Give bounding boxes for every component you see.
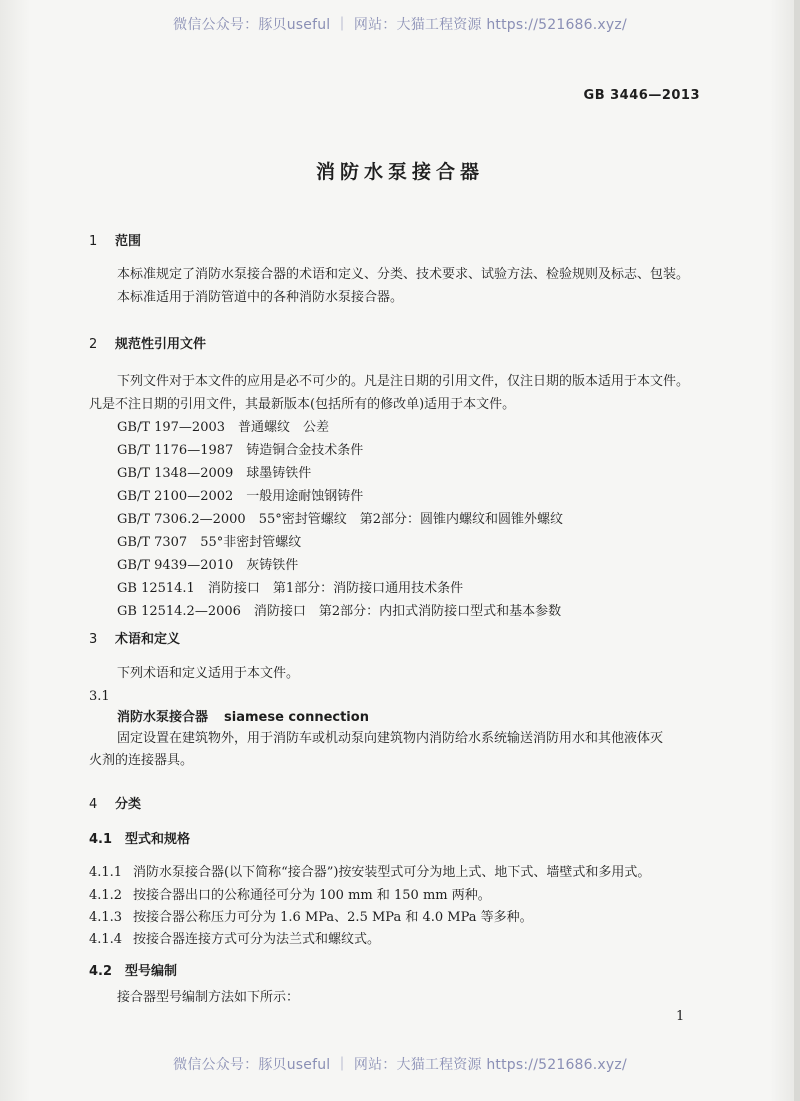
clause bbox=[89, 861, 650, 880]
subsection-title: 型式和规格 bbox=[125, 832, 191, 847]
reference-item: GB/T 7306.2—2000 55°密封管螺纹 第2部分：圆锥内螺纹和圆锥外螺纹 bbox=[117, 512, 564, 527]
clause-number: 4.1.1 bbox=[89, 865, 123, 880]
paragraph: 本标准适用于消防管道中的各种消防水泵接合器。 bbox=[117, 290, 404, 305]
term-chinese: 消防水泵接合器 bbox=[117, 710, 209, 725]
paragraph: 本标准规定了消防水泵接合器的术语和定义、分类、技术要求、试验方法、检验规则及标志、包装。 bbox=[117, 267, 690, 282]
section-number: 4 bbox=[89, 797, 98, 812]
clause-number: 4.1.2 bbox=[89, 888, 123, 903]
reference-item: GB/T 197—2003 普通螺纹 公差 bbox=[117, 420, 330, 435]
subsection-title: 型号编制 bbox=[125, 964, 178, 979]
clause-text: 按接合器出口的公称通径可分为 100 mm 和 150 mm 两种。 bbox=[133, 888, 491, 903]
subsection-number: 3.1 bbox=[89, 689, 110, 704]
section-title: 分类 bbox=[115, 797, 142, 812]
clause-number: 4.1.3 bbox=[89, 910, 123, 925]
subsection-4-2-heading bbox=[89, 960, 177, 979]
clause-number: 4.1.4 bbox=[89, 932, 123, 947]
clause-text: 消防水泵接合器(以下简称“接合器”)按安装型式可分为地上式、地下式、墙壁式和多用式。 bbox=[133, 865, 651, 880]
section-1-heading bbox=[89, 230, 141, 249]
definition-text: 火剂的连接器具。 bbox=[89, 753, 194, 768]
watermark-bottom: 微信公众号：豚贝useful ｜ 网站：大猫工程资源 https://521686.xyz/ bbox=[173, 1057, 627, 1073]
term-english: siamese connection bbox=[224, 710, 369, 725]
clause-text: 按接合器公称压力可分为 1.6 MPa、2.5 MPa 和 4.0 MPa 等多种。 bbox=[133, 910, 533, 925]
clause bbox=[89, 884, 491, 903]
definition-text: 固定设置在建筑物外，用于消防车或机动泵向建筑物内消防给水系统输送消防用水和其他液体灭 bbox=[117, 731, 664, 746]
subsection-number: 4.2 bbox=[89, 964, 113, 979]
paragraph: 接合器型号编制方法如下所示： bbox=[117, 990, 300, 1005]
reference-item: GB/T 9439—2010 灰铸铁件 bbox=[117, 558, 299, 573]
section-4-heading bbox=[89, 793, 141, 812]
section-3-heading bbox=[89, 628, 180, 647]
section-number: 1 bbox=[89, 234, 98, 249]
section-2-heading bbox=[89, 333, 206, 352]
reference-item: GB/T 1348—2009 球墨铸铁件 bbox=[117, 466, 312, 481]
paragraph: 凡是不注日期的引用文件，其最新版本(包括所有的修改单)适用于本文件。 bbox=[89, 397, 516, 412]
section-title: 术语和定义 bbox=[115, 632, 181, 647]
section-number: 3 bbox=[89, 632, 98, 647]
clause bbox=[89, 906, 533, 925]
page-number: 1 bbox=[676, 1009, 685, 1024]
clause bbox=[89, 928, 380, 947]
reference-item: GB/T 7307 55°非密封管螺纹 bbox=[117, 535, 302, 550]
section-number: 2 bbox=[89, 337, 98, 352]
paragraph: 下列术语和定义适用于本文件。 bbox=[117, 666, 300, 681]
reference-item: GB 12514.1 消防接口 第1部分：消防接口通用技术条件 bbox=[117, 581, 464, 596]
section-title: 规范性引用文件 bbox=[115, 337, 207, 352]
watermark-top: 微信公众号：豚贝useful ｜ 网站：大猫工程资源 https://521686.xyz/ bbox=[173, 17, 627, 33]
document-title: 消防水泵接合器 bbox=[315, 161, 484, 183]
reference-item: GB/T 1176—1987 铸造铜合金技术条件 bbox=[117, 443, 364, 458]
subsection-4-1-heading bbox=[89, 828, 190, 847]
reference-item: GB/T 2100—2002 一般用途耐蚀钢铸件 bbox=[117, 489, 364, 504]
section-title: 范围 bbox=[115, 234, 142, 249]
standard-code: GB 3446—2013 bbox=[583, 88, 700, 103]
paragraph: 下列文件对于本文件的应用是必不可少的。凡是注日期的引用文件，仅注日期的版本适用于本文件。 bbox=[117, 374, 690, 389]
clause-text: 按接合器连接方式可分为法兰式和螺纹式。 bbox=[133, 932, 381, 947]
subsection-number: 4.1 bbox=[89, 832, 113, 847]
reference-item: GB 12514.2—2006 消防接口 第2部分：内扣式消防接口型式和基本参数 bbox=[117, 604, 562, 619]
term-entry bbox=[117, 708, 369, 728]
